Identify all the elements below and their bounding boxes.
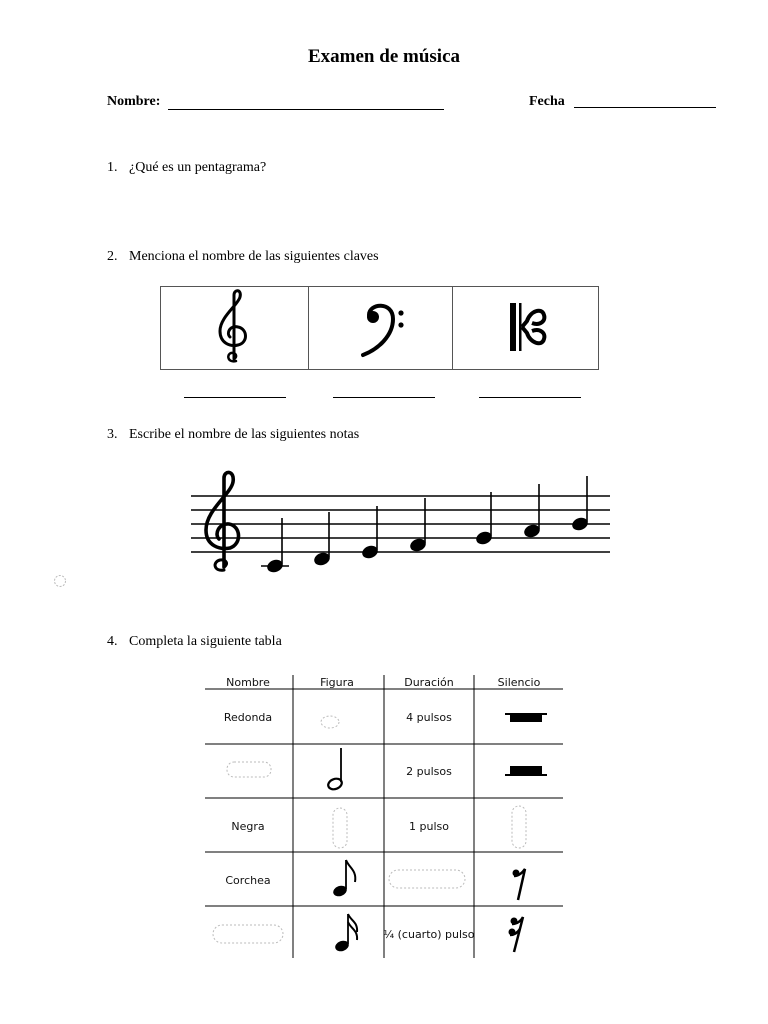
question-number: 4. (107, 634, 118, 649)
eighth-rest-icon (513, 869, 526, 900)
cell-nombre: Negra (231, 820, 265, 833)
clef-box-1 (160, 286, 309, 370)
cell-nombre: Redonda (223, 711, 273, 724)
question-text: ¿Qué es un pentagrama? (129, 160, 267, 175)
table-row (225, 860, 525, 900)
blank-answer-mark[interactable] (321, 716, 339, 728)
note (408, 498, 427, 553)
treble-clef-icon (206, 472, 239, 570)
table-header-silencio: Silencio (497, 676, 541, 689)
whole-rest-icon (505, 714, 547, 722)
answer-line-clef-2[interactable] (333, 397, 435, 398)
half-note-icon (327, 748, 344, 791)
note (522, 484, 541, 539)
clef-box-3 (452, 286, 599, 370)
cell-nombre: Corchea (225, 874, 271, 887)
cell-duracion: 2 pulsos (406, 765, 452, 778)
question-3 (107, 427, 359, 443)
note (360, 506, 379, 560)
note (312, 512, 331, 567)
table-header-nombre: Nombre (226, 676, 270, 689)
table-row (227, 748, 547, 791)
sixteenth-rest-icon (509, 917, 524, 952)
note (570, 476, 589, 532)
table-header-duracion: Duración (404, 676, 454, 689)
treble-clef-icon (161, 287, 308, 369)
sixteenth-note-icon (334, 914, 357, 953)
answer-line-clef-1[interactable] (184, 397, 286, 398)
table-row (213, 914, 523, 953)
blank-answer-mark[interactable] (333, 808, 347, 848)
stray-circle-mark (52, 573, 68, 589)
table-header-figura: Figura (320, 676, 354, 689)
question-4 (107, 634, 282, 650)
note (474, 492, 493, 546)
blank-answer-mark[interactable] (389, 870, 465, 888)
music-table (205, 670, 565, 960)
blank-answer-mark[interactable] (512, 806, 526, 848)
name-label: Nombre: (107, 94, 161, 109)
question-text: Escribe el nombre de las siguientes notas (129, 427, 360, 442)
answer-line-clef-3[interactable] (479, 397, 581, 398)
table-row (231, 806, 526, 848)
question-text: Completa la siguiente tabla (129, 634, 282, 649)
page-title: Examen de música (308, 46, 460, 67)
clef-box-2 (308, 286, 453, 370)
alto-clef-icon (453, 287, 598, 369)
staff-lines (191, 496, 610, 552)
cell-duracion: ¼ (cuarto) pulso (383, 928, 475, 941)
question-number: 2. (107, 249, 118, 264)
question-number: 3. (107, 427, 118, 442)
date-field[interactable] (574, 107, 716, 108)
question-text: Menciona el nombre de las siguientes claves (129, 249, 379, 264)
cell-duracion: 1 pulso (409, 820, 449, 833)
bass-clef-icon (309, 287, 452, 369)
blank-answer-mark[interactable] (227, 762, 271, 777)
question-2 (107, 249, 379, 265)
cell-duracion: 4 pulsos (406, 711, 452, 724)
name-field[interactable] (168, 109, 444, 110)
table-row (224, 711, 547, 728)
half-rest-icon (505, 766, 547, 775)
question-number: 1. (107, 160, 118, 175)
date-label: Fecha (529, 94, 565, 109)
question-1 (107, 160, 266, 176)
blank-answer-mark[interactable] (213, 925, 283, 943)
eighth-note-icon (332, 860, 356, 898)
note (261, 518, 289, 574)
music-staff (185, 466, 615, 586)
